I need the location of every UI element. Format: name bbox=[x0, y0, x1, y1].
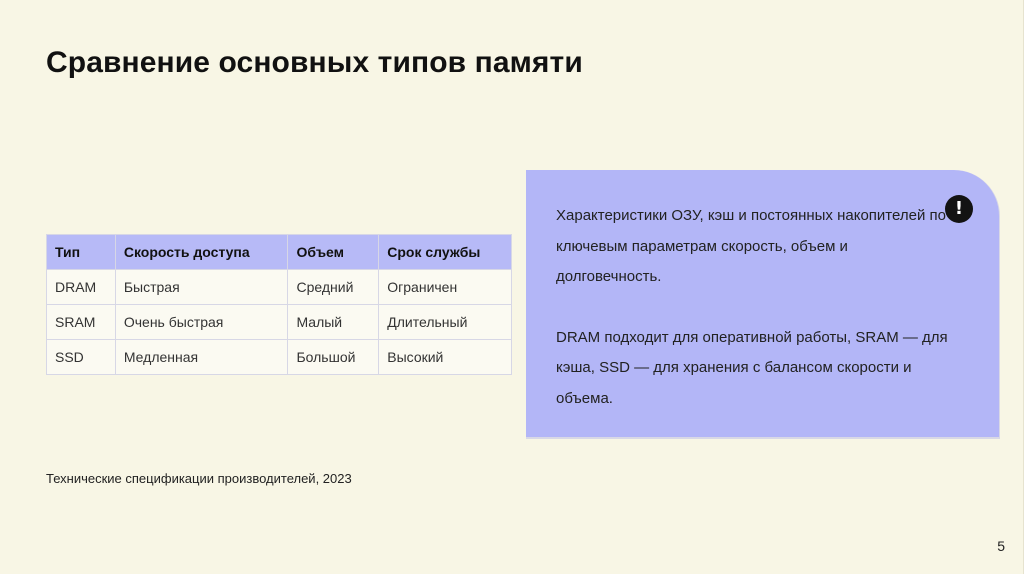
table-cell: Очень быстрая bbox=[115, 305, 288, 340]
table-cell: Ограничен bbox=[379, 270, 512, 305]
table-header-cell: Скорость доступа bbox=[115, 235, 288, 270]
memory-comparison-table bbox=[46, 234, 512, 375]
callout-paragraph: Характеристики ОЗУ, кэш и постоянных накопителей по ключевым параметрам скорость, объем и долговечность. bbox=[556, 207, 946, 285]
table-header-cell: Тип bbox=[47, 235, 116, 270]
table-cell: SSD bbox=[47, 340, 116, 375]
table-header-row bbox=[47, 235, 512, 270]
info-callout bbox=[526, 170, 1000, 439]
table-header-cell: Объем bbox=[288, 235, 379, 270]
table-cell: Длительный bbox=[379, 305, 512, 340]
table-cell: Высокий bbox=[379, 340, 512, 375]
table-cell: Средний bbox=[288, 270, 379, 305]
source-note: Технические спецификации производителей, 2023 bbox=[46, 471, 352, 486]
exclamation-icon: ! bbox=[945, 195, 973, 223]
table-row bbox=[47, 340, 512, 375]
table-cell: DRAM bbox=[47, 270, 116, 305]
callout-text bbox=[556, 201, 956, 414]
table-cell: Медленная bbox=[115, 340, 288, 375]
table-row bbox=[47, 270, 512, 305]
page-number: 5 bbox=[997, 538, 1005, 554]
page-title: Сравнение основных типов памяти bbox=[46, 46, 583, 79]
table-header-cell: Срок службы bbox=[379, 235, 512, 270]
table-row bbox=[47, 305, 512, 340]
table-cell: Малый bbox=[288, 305, 379, 340]
table-cell: Большой bbox=[288, 340, 379, 375]
table-cell: SRAM bbox=[47, 305, 116, 340]
callout-paragraph: DRAM подходит для оперативной работы, SRAM — для кэша, SSD — для хранения с балансом скорости и объема. bbox=[556, 328, 948, 407]
table-cell: Быстрая bbox=[115, 270, 288, 305]
